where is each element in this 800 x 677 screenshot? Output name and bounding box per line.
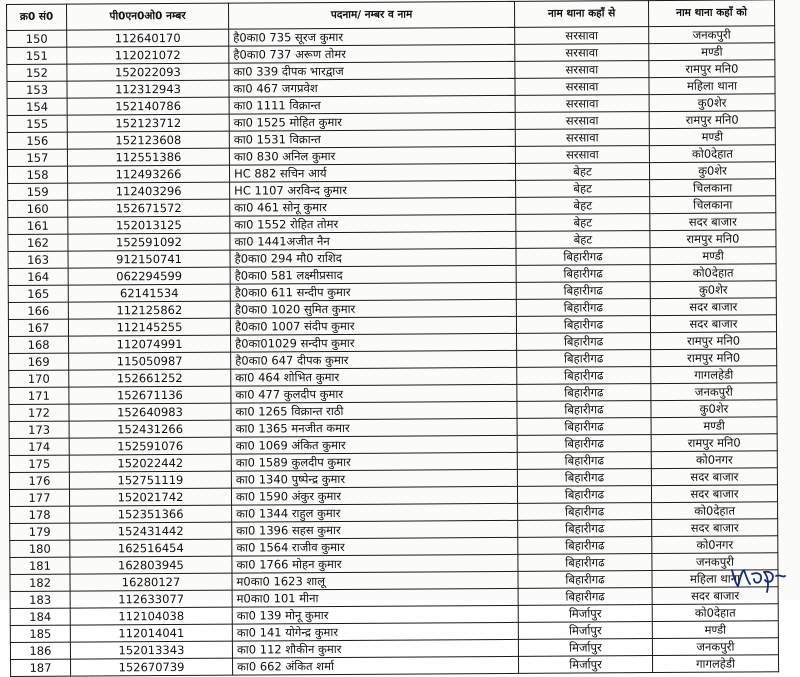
station-to-cell: जनकपुरी (649, 26, 775, 44)
designation-name-cell: का0 1441अजीत नैन (230, 231, 516, 250)
pno-number-cell: 152021742 (69, 488, 231, 506)
pno-number-cell: 112312943 (67, 80, 229, 98)
designation-name-cell: का0 139 मोनू कुमार (232, 605, 518, 624)
station-to-cell: मण्डी (652, 621, 778, 639)
designation-name-cell: है0का01029 सन्दीप कुमार (231, 333, 517, 352)
table-row (11, 655, 779, 677)
station-from-cell: सरसावा (515, 78, 649, 96)
pno-number-cell: 112551386 (67, 148, 229, 166)
pno-number-cell: 162516454 (70, 539, 232, 557)
pno-number-cell: 152751119 (69, 471, 231, 489)
serial-number-cell: 183 (10, 591, 70, 608)
designation-name-cell: का0 112 शौकीन कुमार (232, 639, 518, 658)
station-from-cell: मिर्जापुर (518, 605, 652, 623)
station-to-cell: रामपुर मनि0 (650, 230, 776, 248)
serial-number-cell: 153 (7, 81, 67, 98)
serial-number-cell: 186 (10, 642, 70, 659)
designation-name-cell: का0 1111 विक्रान्त (229, 95, 515, 114)
pno-number-cell: 152670739 (71, 658, 233, 676)
pno-number-cell: 912150741 (68, 250, 230, 268)
station-to-cell: सदर बाजार (652, 587, 778, 605)
pno-number-cell: 152671572 (68, 199, 230, 217)
station-from-cell: सरसावा (515, 44, 649, 62)
designation-name-cell: है0का0 294 मौ0 राशिद (230, 248, 516, 267)
station-to-cell: को0देहात (652, 502, 778, 520)
serial-number-cell: 157 (7, 149, 67, 166)
station-from-cell: बिहारीगढ (517, 367, 651, 385)
station-to-cell: महिला थाना (652, 570, 778, 588)
station-from-cell: बेहट (516, 231, 650, 249)
header-designation-name: पदनाम/ नम्बर व नाम (228, 1, 514, 29)
station-to-cell: जनकपुरी (652, 553, 778, 571)
designation-name-cell: का0 141 योगेन्द्र कुमार (232, 622, 518, 641)
station-from-cell: बिहारीगढ (516, 282, 650, 300)
station-to-cell: कु0शेर (650, 281, 776, 299)
header-pno-number: पी0एन0ओ0 नम्बर (67, 3, 229, 30)
station-to-cell: रामपुर मनि0 (649, 111, 775, 129)
serial-number-cell: 170 (9, 370, 69, 387)
designation-name-cell: का0 339 दीपक भारद्वाज (229, 61, 515, 80)
pno-number-cell: 152591076 (69, 437, 231, 455)
serial-number-cell: 174 (9, 438, 69, 455)
pno-number-cell: 112145255 (68, 318, 230, 336)
station-from-cell: सरसावा (515, 146, 649, 164)
header-station-to: नाम थाना कहाँ को (648, 0, 774, 27)
station-from-cell: बिहारीगढ (517, 418, 651, 436)
pno-number-cell: 112104038 (70, 607, 232, 625)
station-to-cell: महिला थाना (649, 77, 775, 95)
serial-number-cell: 164 (8, 268, 68, 285)
station-from-cell: बिहारीगढ (518, 537, 652, 555)
serial-number-cell: 173 (9, 421, 69, 438)
pno-number-cell: 115050987 (69, 352, 231, 370)
pno-number-cell: 152022442 (69, 454, 231, 472)
designation-name-cell: है0का0 611 सन्दीप कुमार (230, 282, 516, 301)
station-from-cell: बिहारीगढ (517, 384, 651, 402)
designation-name-cell: है0का0 737 अरूण तोमर (229, 44, 515, 63)
designation-name-cell: है0का0 647 दीपक कुमार (231, 350, 517, 369)
pno-number-cell: 62141534 (68, 284, 230, 302)
designation-name-cell: का0 1564 राजीव कुमार (232, 537, 518, 556)
handwritten-signature (728, 562, 788, 594)
station-to-cell: सदर बाजार (651, 468, 777, 486)
station-to-cell: जनकपुरी (651, 383, 777, 401)
pno-number-cell: 152671136 (69, 386, 231, 404)
designation-name-cell: का0 1069 अंकित कुमार (231, 435, 517, 454)
designation-name-cell: का0 1766 मोहन कुमार (232, 554, 518, 573)
station-from-cell: बिहारीगढ (516, 265, 650, 283)
station-to-cell: मण्डी (649, 128, 775, 146)
designation-name-cell: का0 1531 विक्रान्त (229, 129, 515, 148)
station-to-cell: सदर बाजार (651, 485, 777, 503)
station-from-cell: बिहारीगढ (517, 469, 651, 487)
station-to-cell: सदर बाजार (650, 315, 776, 333)
designation-name-cell: का0 1365 मनजीत कमार (231, 418, 517, 437)
station-from-cell: सरसावा (515, 129, 649, 147)
pno-number-cell: 112014041 (70, 624, 232, 642)
station-from-cell: बिहारीगढ (516, 248, 650, 266)
station-from-cell: मिर्जापुर (518, 656, 652, 674)
serial-number-cell: 167 (8, 319, 68, 336)
station-to-cell: को0देहात (650, 264, 776, 282)
station-to-cell: मण्डी (651, 417, 777, 435)
serial-number-cell: 151 (7, 47, 67, 64)
station-to-cell: कु0शेर (649, 94, 775, 112)
station-from-cell: बिहारीगढ (517, 486, 651, 504)
station-from-cell: बिहारीगढ (517, 401, 651, 419)
designation-name-cell: का0 461 सोनू कुमार (230, 197, 516, 216)
station-to-cell: गागलहेडी (652, 655, 778, 673)
station-to-cell: चिलकाना (650, 179, 776, 197)
designation-name-cell: है0का0 581 लक्ष्मीप्रसाद (230, 265, 516, 284)
station-to-cell: मण्डी (649, 43, 775, 61)
station-from-cell: बिहारीगढ (517, 435, 651, 453)
designation-name-cell: है0का0 1007 संदीप कुमार (230, 316, 516, 335)
pno-number-cell: 152013125 (68, 216, 230, 234)
pno-number-cell: 152640983 (69, 403, 231, 421)
serial-number-cell: 158 (7, 166, 67, 183)
designation-name-cell: का0 1265 विक्रान्त राठी (231, 401, 517, 420)
designation-name-cell: का0 1396 सहस कुमार (232, 520, 518, 539)
designation-name-cell: का0 830 अनिल कुमार (229, 146, 515, 165)
serial-number-cell: 171 (9, 387, 69, 404)
designation-name-cell: का0 1590 अंकुर कुमार (231, 486, 517, 505)
designation-name-cell: का0 467 जगप्रवेश (229, 78, 515, 97)
pno-number-cell: 112074991 (69, 335, 231, 353)
station-to-cell: सदर बाजार (650, 213, 776, 231)
pno-number-cell: 112640170 (67, 29, 229, 47)
station-from-cell: बिहारीगढ (517, 333, 651, 351)
designation-name-cell: का0 1340 पुष्पेन्द्र कुमार (231, 469, 517, 488)
designation-name-cell: का0 1552 रोहित तोमर (230, 214, 516, 233)
pno-number-cell: 152022093 (67, 63, 229, 81)
station-to-cell: सदर बाजार (652, 519, 778, 537)
designation-name-cell: म0का0 101 मीना (232, 588, 518, 607)
pno-number-cell: 112633077 (70, 590, 232, 608)
pno-number-cell: 152123608 (67, 131, 229, 149)
serial-number-cell: 185 (10, 625, 70, 642)
serial-number-cell: 156 (7, 132, 67, 149)
serial-number-cell: 163 (8, 251, 68, 268)
pno-number-cell: 152591092 (68, 233, 230, 251)
station-to-cell: को0नगर (651, 451, 777, 469)
serial-number-cell: 154 (7, 98, 67, 115)
serial-number-cell: 155 (7, 115, 67, 132)
station-to-cell: गागलहेडी (651, 366, 777, 384)
pno-number-cell: 152431266 (69, 420, 231, 438)
station-from-cell: बिहारीगढ (517, 452, 651, 470)
station-to-cell: कु0शेर (649, 162, 775, 180)
pno-number-cell: 152351366 (70, 505, 232, 523)
designation-name-cell: है0का0 735 सूरज कुमार (229, 27, 515, 46)
station-to-cell: सदर बाजार (650, 298, 776, 316)
serial-number-cell: 168 (9, 336, 69, 353)
serial-number-cell: 150 (7, 30, 67, 47)
serial-number-cell: 166 (8, 302, 68, 319)
designation-name-cell: म0का0 1623 शालू (232, 571, 518, 590)
serial-number-cell: 159 (8, 183, 68, 200)
pno-number-cell: 112125862 (68, 301, 230, 319)
header-serial-number: क्र0 सं0 (7, 4, 67, 30)
designation-name-cell: का0 1525 मोहित कुमार (229, 112, 515, 131)
station-to-cell: रामपुर मनि0 (651, 434, 777, 452)
designation-name-cell: का0 477 कुलदीप कुमार (231, 384, 517, 403)
pno-number-cell: 112493266 (67, 165, 229, 183)
station-from-cell: बिहारीगढ (516, 316, 650, 334)
serial-number-cell: 169 (9, 353, 69, 370)
serial-number-cell: 160 (8, 200, 68, 217)
station-from-cell: बिहारीगढ (518, 588, 652, 606)
serial-number-cell: 179 (10, 523, 70, 540)
designation-name-cell: का0 464 शोभित कुमार (231, 367, 517, 386)
station-to-cell: मण्डी (650, 247, 776, 265)
serial-number-cell: 182 (10, 574, 70, 591)
station-from-cell: बेहट (516, 197, 650, 215)
serial-number-cell: 162 (8, 234, 68, 251)
serial-number-cell: 165 (8, 285, 68, 302)
serial-number-cell: 152 (7, 64, 67, 81)
pno-number-cell: 16280127 (70, 573, 232, 591)
station-from-cell: बिहारीगढ (518, 554, 652, 572)
station-from-cell: बेहट (516, 214, 650, 232)
serial-number-cell: 177 (9, 489, 69, 506)
designation-name-cell: का0 1344 राहुल कुमार (232, 503, 518, 522)
pno-number-cell: 152123712 (67, 114, 229, 132)
pno-number-cell: 152013343 (70, 641, 232, 659)
pno-number-cell: 062294599 (68, 267, 230, 285)
designation-name-cell: है0का0 1020 सुमित कुमार (230, 299, 516, 318)
station-from-cell: सरसावा (515, 27, 649, 45)
pno-number-cell: 152661252 (69, 369, 231, 387)
serial-number-cell: 161 (8, 217, 68, 234)
station-from-cell: मिर्जापुर (518, 622, 652, 640)
station-from-cell: बेहट (515, 163, 649, 181)
serial-number-cell: 176 (9, 472, 69, 489)
station-to-cell: रामपुर मनि0 (649, 60, 775, 78)
station-to-cell: जनकपुरी (652, 638, 778, 656)
station-from-cell: बिहारीगढ (517, 350, 651, 368)
station-from-cell: बिहारीगढ (518, 571, 652, 589)
station-to-cell: को0देहात (649, 145, 775, 163)
station-to-cell: को0देहात (652, 604, 778, 622)
pno-number-cell: 162803945 (70, 556, 232, 574)
serial-number-cell: 181 (10, 557, 70, 574)
station-from-cell: बेहट (516, 180, 650, 198)
station-to-cell: को0नगर (652, 536, 778, 554)
pno-number-cell: 112403296 (68, 182, 230, 200)
serial-number-cell: 180 (10, 540, 70, 557)
station-to-cell: चिलकाना (650, 196, 776, 214)
designation-name-cell: HC 1107 अरविन्द कुमार (230, 180, 516, 199)
station-to-cell: रामपुर मनि0 (651, 349, 777, 367)
station-from-cell: मिर्जापुर (518, 639, 652, 657)
station-from-cell: बिहारीगढ (516, 299, 650, 317)
serial-number-cell: 187 (11, 659, 71, 676)
designation-name-cell: HC 882 सचिन आर्य (229, 163, 515, 182)
station-from-cell: सरसावा (515, 61, 649, 79)
station-from-cell: बिहारीगढ (518, 520, 652, 538)
designation-name-cell: का0 662 अंकित शर्मा (233, 656, 519, 675)
pno-number-cell: 112021072 (67, 46, 229, 64)
station-from-cell: सरसावा (515, 112, 649, 130)
serial-number-cell: 175 (9, 455, 69, 472)
pno-number-cell: 152431442 (70, 522, 232, 540)
station-to-cell: रामपुर मनि0 (651, 332, 777, 350)
station-to-cell: कु0शेर (651, 400, 777, 418)
station-from-cell: सरसावा (515, 95, 649, 113)
station-from-cell: बिहारीगढ (518, 503, 652, 521)
serial-number-cell: 178 (10, 506, 70, 523)
header-station-from: नाम थाना कहाँ से (514, 1, 648, 28)
pno-number-cell: 152140786 (67, 97, 229, 115)
designation-name-cell: का0 1589 कुलदीप कुमार (231, 452, 517, 471)
serial-number-cell: 184 (10, 608, 70, 625)
serial-number-cell: 172 (9, 404, 69, 421)
transfer-list-table (6, 0, 779, 677)
